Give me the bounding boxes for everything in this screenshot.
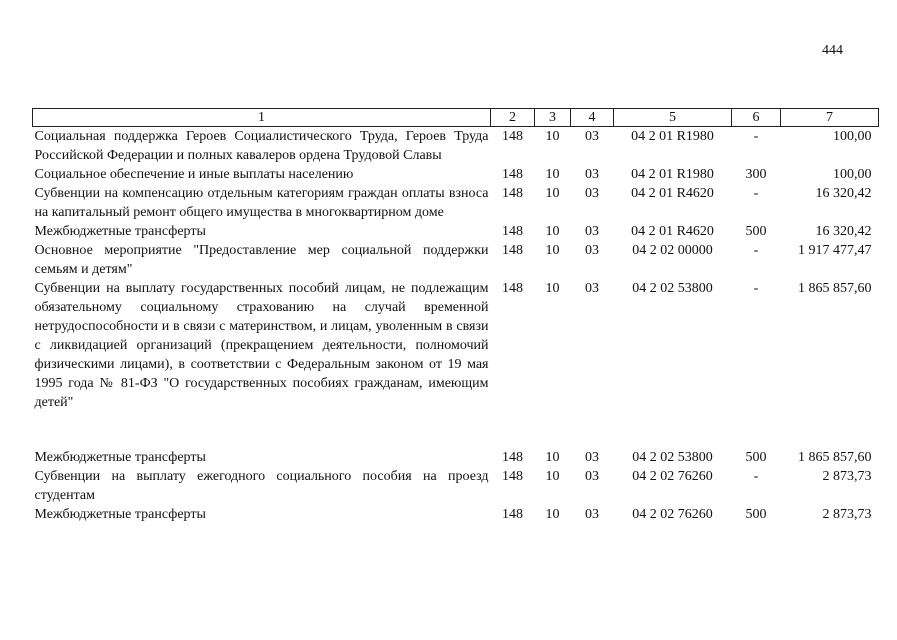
table-row bbox=[33, 184, 879, 222]
row-pr: 03 bbox=[585, 469, 599, 484]
row-pr: 03 bbox=[585, 243, 599, 258]
row-pr: 03 bbox=[585, 507, 599, 522]
table-header bbox=[33, 109, 879, 127]
row-name: Межбюджетные трансферты bbox=[34, 224, 206, 239]
row-csr: 04 2 01 R1980 bbox=[631, 167, 714, 182]
row-csr: 04 2 02 76260 bbox=[632, 469, 713, 484]
row-vr: - bbox=[753, 469, 759, 484]
row-name: Социальное обеспечение и иные выплаты населению bbox=[34, 167, 354, 182]
row-pr: 03 bbox=[585, 224, 599, 239]
header-col-3: 3 bbox=[535, 109, 571, 127]
row-rz: 10 bbox=[545, 224, 560, 239]
table-row bbox=[33, 467, 879, 505]
row-sum: 100,00 bbox=[833, 129, 872, 144]
row-name: Субвенции на выплату государственных пособий лицам, не подлежащим обязательному социальному страхованию на случай временной нетрудоспособности и в связи с материнством, и лицам, уволенным в связи с ликвидацией организаций (прекращением деятельности, полномочий физическими лицами), в соответствии с Федеральным законом от 19 мая 1995 года № 81-ФЗ "О государственных пособиях гражданам, имеющим детей" bbox=[34, 281, 489, 410]
row-csr: 04 2 01 R4620 bbox=[631, 186, 714, 201]
row-vr: - bbox=[753, 281, 759, 296]
page-number: 444 bbox=[822, 43, 843, 58]
row-vr: - bbox=[753, 186, 759, 201]
row-rz: 10 bbox=[545, 243, 560, 258]
header-col-1: 1 bbox=[33, 109, 491, 127]
row-name: Межбюджетные трансферты bbox=[34, 507, 206, 522]
header-col-7: 7 bbox=[781, 109, 879, 127]
row-csr: 04 2 02 53800 bbox=[632, 450, 713, 465]
budget-table bbox=[32, 108, 879, 524]
row-sum: 100,00 bbox=[833, 167, 872, 182]
row-name: Субвенции на компенсацию отдельным категориям граждан оплаты взноса на капитальный ремонт общего имущества в многоквартирном доме bbox=[34, 186, 489, 220]
row-sum: 16 320,42 bbox=[815, 186, 872, 201]
row-sum: 1 865 857,60 bbox=[798, 281, 872, 296]
row-gr: 148 bbox=[502, 243, 523, 258]
row-pr: 03 bbox=[585, 186, 599, 201]
table-row bbox=[33, 222, 879, 241]
header-col-2: 2 bbox=[491, 109, 535, 127]
header-row bbox=[33, 109, 879, 127]
row-vr: 300 bbox=[745, 167, 767, 182]
table-body bbox=[33, 127, 879, 525]
table-row bbox=[33, 505, 879, 524]
row-vr: 500 bbox=[745, 507, 767, 522]
row-sum: 2 873,73 bbox=[822, 469, 872, 484]
row-rz: 10 bbox=[545, 469, 560, 484]
table-row bbox=[33, 241, 879, 279]
row-rz: 10 bbox=[545, 129, 560, 144]
row-sum: 1 917 477,47 bbox=[798, 243, 872, 258]
table-row bbox=[33, 165, 879, 184]
row-name: Межбюджетные трансферты bbox=[34, 450, 206, 465]
row-gr: 148 bbox=[502, 224, 523, 239]
row-rz: 10 bbox=[545, 507, 560, 522]
row-vr: 500 bbox=[745, 450, 767, 465]
table-row bbox=[33, 127, 879, 166]
row-gr: 148 bbox=[502, 469, 523, 484]
row-sum: 1 865 857,60 bbox=[798, 450, 872, 465]
row-name: Основное мероприятие "Предоставление мер социальной поддержки семьям и детям" bbox=[34, 243, 489, 277]
row-vr: 500 bbox=[745, 224, 767, 239]
row-name: Субвенции на выплату ежегодного социального пособия на проезд студентам bbox=[34, 469, 489, 503]
header-col-5: 5 bbox=[614, 109, 732, 127]
row-csr: 04 2 02 00000 bbox=[632, 243, 713, 258]
row-sum: 2 873,73 bbox=[822, 507, 872, 522]
row-pr: 03 bbox=[585, 281, 599, 296]
row-rz: 10 bbox=[545, 450, 560, 465]
row-sum: 16 320,42 bbox=[815, 224, 872, 239]
row-rz: 10 bbox=[545, 186, 560, 201]
row-gr: 148 bbox=[502, 129, 523, 144]
row-pr: 03 bbox=[585, 450, 599, 465]
row-vr: - bbox=[753, 129, 759, 144]
row-gr: 148 bbox=[502, 186, 523, 201]
header-col-6: 6 bbox=[732, 109, 781, 127]
row-rz: 10 bbox=[545, 167, 560, 182]
row-pr: 03 bbox=[585, 167, 599, 182]
row-name: Социальная поддержка Героев Социалистического Труда, Героев Труда Российской Федерации и полных кавалеров ордена Трудовой Славы bbox=[34, 129, 489, 163]
row-gr: 148 bbox=[502, 167, 523, 182]
row-gr: 148 bbox=[502, 507, 523, 522]
row-gr: 148 bbox=[502, 450, 523, 465]
table-row bbox=[33, 279, 879, 448]
table-row bbox=[33, 448, 879, 467]
row-vr: - bbox=[753, 243, 759, 258]
row-rz: 10 bbox=[545, 281, 560, 296]
row-csr: 04 2 02 76260 bbox=[632, 507, 713, 522]
row-pr: 03 bbox=[585, 129, 599, 144]
row-csr: 04 2 01 R4620 bbox=[631, 224, 714, 239]
row-csr: 04 2 02 53800 bbox=[632, 281, 713, 296]
row-csr: 04 2 01 R1980 bbox=[631, 129, 714, 144]
header-col-4: 4 bbox=[571, 109, 614, 127]
row-gr: 148 bbox=[502, 281, 523, 296]
